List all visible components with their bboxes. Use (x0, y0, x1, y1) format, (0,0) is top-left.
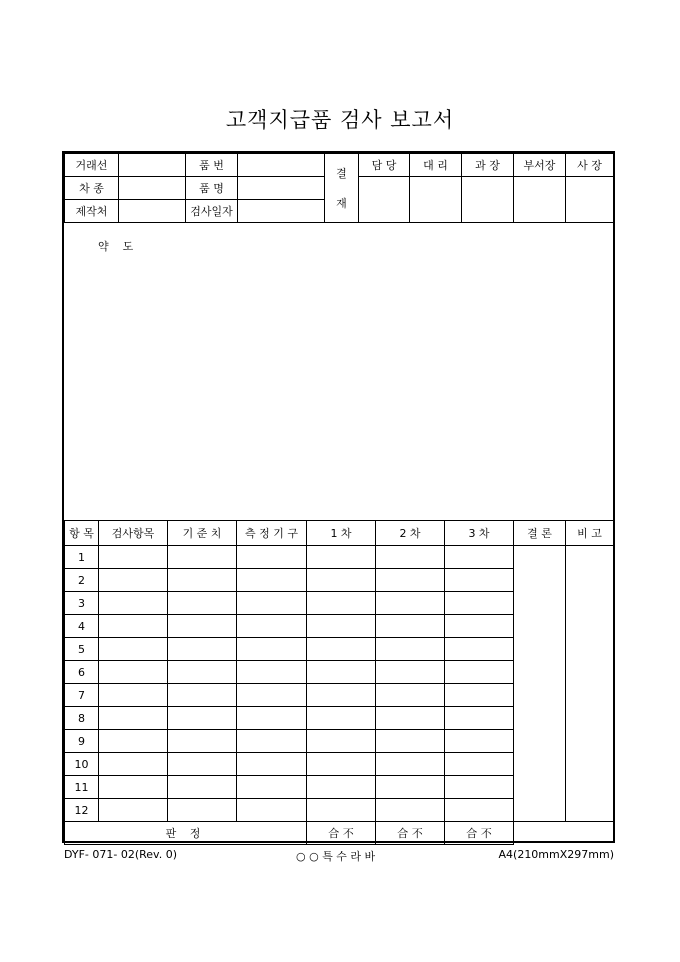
table-cell[interactable] (445, 799, 514, 822)
row-number: 8 (65, 707, 99, 730)
label-inspection-date: 검사일자 (186, 200, 238, 223)
part-name-field[interactable] (238, 177, 325, 200)
company-name: ○ ○ 특 수 라 바 (296, 850, 376, 863)
table-cell[interactable] (307, 615, 376, 638)
table-cell[interactable] (445, 776, 514, 799)
table-cell[interactable] (237, 546, 307, 569)
approver-department-head: 부서장 (514, 154, 566, 177)
drawing-label: 약도 (98, 240, 148, 253)
table-cell[interactable] (168, 592, 237, 615)
table-cell[interactable] (237, 684, 307, 707)
table-cell[interactable] (168, 546, 237, 569)
table-cell[interactable] (376, 707, 445, 730)
table-cell[interactable] (445, 753, 514, 776)
row-number: 10 (65, 753, 99, 776)
table-cell[interactable] (445, 661, 514, 684)
table-cell[interactable] (376, 753, 445, 776)
table-cell[interactable] (376, 615, 445, 638)
table-cell[interactable] (445, 592, 514, 615)
table-cell[interactable] (237, 592, 307, 615)
table-cell[interactable] (307, 569, 376, 592)
table-cell[interactable] (376, 569, 445, 592)
table-cell[interactable] (168, 707, 237, 730)
table-cell[interactable] (307, 776, 376, 799)
table-cell[interactable] (237, 661, 307, 684)
row-number: 12 (65, 799, 99, 822)
conclusion-cell[interactable] (514, 546, 566, 822)
column-header: 측 정 기 구 (237, 521, 307, 546)
table-cell[interactable] (168, 569, 237, 592)
table-row (65, 546, 614, 569)
table-cell[interactable] (99, 684, 168, 707)
judgement-1st[interactable]: 合 不 (307, 822, 376, 845)
judgement-3rd[interactable]: 合 不 (445, 822, 514, 845)
column-header: 항 목 (65, 521, 99, 546)
sign-box-staff[interactable] (359, 177, 410, 223)
table-cell[interactable] (237, 776, 307, 799)
row-number: 7 (65, 684, 99, 707)
table-cell[interactable] (99, 707, 168, 730)
row-number: 2 (65, 569, 99, 592)
table-cell[interactable] (376, 546, 445, 569)
table-cell[interactable] (376, 776, 445, 799)
table-cell[interactable] (168, 730, 237, 753)
column-header: 검사항목 (99, 521, 168, 546)
row-number: 3 (65, 592, 99, 615)
column-header: 2 차 (376, 521, 445, 546)
row-number: 1 (65, 546, 99, 569)
table-cell[interactable] (99, 638, 168, 661)
table-cell[interactable] (445, 707, 514, 730)
remarks-cell[interactable] (566, 546, 614, 822)
table-cell[interactable] (168, 776, 237, 799)
sign-box-president[interactable] (566, 177, 614, 223)
table-cell[interactable] (376, 730, 445, 753)
table-cell[interactable] (168, 753, 237, 776)
label-customer: 거래선 (65, 154, 119, 177)
paper-size: A4(210mmX297mm) (498, 848, 614, 861)
table-cell[interactable] (168, 799, 237, 822)
sign-box-assistant-manager[interactable] (410, 177, 462, 223)
sign-box-section-chief[interactable] (462, 177, 514, 223)
approver-staff: 담 당 (359, 154, 410, 177)
table-cell[interactable] (376, 661, 445, 684)
column-header: 결 론 (514, 521, 566, 546)
report-form (62, 151, 615, 843)
table-cell[interactable] (376, 799, 445, 822)
table-cell[interactable] (307, 730, 376, 753)
table-cell[interactable] (237, 615, 307, 638)
table-cell[interactable] (307, 638, 376, 661)
table-cell[interactable] (99, 661, 168, 684)
drawing-area[interactable] (64, 222, 613, 521)
approver-section-chief: 과 장 (462, 154, 514, 177)
row-number: 11 (65, 776, 99, 799)
table-cell[interactable] (237, 707, 307, 730)
table-cell[interactable] (99, 592, 168, 615)
table-cell[interactable] (99, 615, 168, 638)
inspection-date-field[interactable] (238, 200, 325, 223)
table-cell[interactable] (237, 569, 307, 592)
row-number: 9 (65, 730, 99, 753)
table-cell[interactable] (445, 638, 514, 661)
column-header: 3 차 (445, 521, 514, 546)
row-number: 5 (65, 638, 99, 661)
table-cell[interactable] (99, 776, 168, 799)
table-cell[interactable] (307, 799, 376, 822)
table-cell[interactable] (307, 661, 376, 684)
row-number: 6 (65, 661, 99, 684)
table-cell[interactable] (99, 546, 168, 569)
judgement-2nd[interactable]: 合 不 (376, 822, 445, 845)
sign-box-department-head[interactable] (514, 177, 566, 223)
customer-field[interactable] (119, 154, 186, 177)
label-part-name: 품 명 (186, 177, 238, 200)
table-cell[interactable] (237, 799, 307, 822)
row-number: 4 (65, 615, 99, 638)
table-cell[interactable] (237, 638, 307, 661)
table-cell[interactable] (307, 592, 376, 615)
table-cell[interactable] (99, 753, 168, 776)
approver-president: 사 장 (566, 154, 614, 177)
table-cell[interactable] (307, 684, 376, 707)
table-cell[interactable] (237, 730, 307, 753)
label-vehicle-type: 차 종 (65, 177, 119, 200)
table-cell[interactable] (376, 592, 445, 615)
approver-assistant-manager: 대 리 (410, 154, 462, 177)
table-cell[interactable] (168, 615, 237, 638)
table-cell[interactable] (99, 569, 168, 592)
judgement-label: 판 정 (65, 822, 307, 845)
manufacturer-field[interactable] (119, 200, 186, 223)
table-cell[interactable] (168, 684, 237, 707)
inspection-table (64, 520, 614, 845)
table-cell[interactable] (237, 753, 307, 776)
label-part-number: 품 번 (186, 154, 238, 177)
approval-label: 결 재 (325, 154, 359, 223)
table-cell[interactable] (168, 638, 237, 661)
table-cell[interactable] (307, 546, 376, 569)
page-title: 고객지급품 검사 보고서 (225, 108, 455, 132)
part-number-field[interactable] (238, 154, 325, 177)
column-header: 비 고 (566, 521, 614, 546)
table-cell[interactable] (445, 569, 514, 592)
table-cell[interactable] (99, 730, 168, 753)
header-table (64, 153, 614, 223)
table-cell[interactable] (445, 730, 514, 753)
vehicle-type-field[interactable] (119, 177, 186, 200)
table-cell[interactable] (307, 707, 376, 730)
table-cell[interactable] (99, 799, 168, 822)
table-cell[interactable] (445, 684, 514, 707)
table-cell[interactable] (168, 661, 237, 684)
column-header: 1 차 (307, 521, 376, 546)
column-header: 기 준 치 (168, 521, 237, 546)
table-cell[interactable] (376, 638, 445, 661)
table-cell[interactable] (445, 546, 514, 569)
table-cell[interactable] (376, 684, 445, 707)
label-manufacturer: 제작처 (65, 200, 119, 223)
table-cell[interactable] (445, 615, 514, 638)
doc-code: DYF- 071- 02(Rev. 0) (64, 848, 177, 861)
table-cell[interactable] (307, 753, 376, 776)
